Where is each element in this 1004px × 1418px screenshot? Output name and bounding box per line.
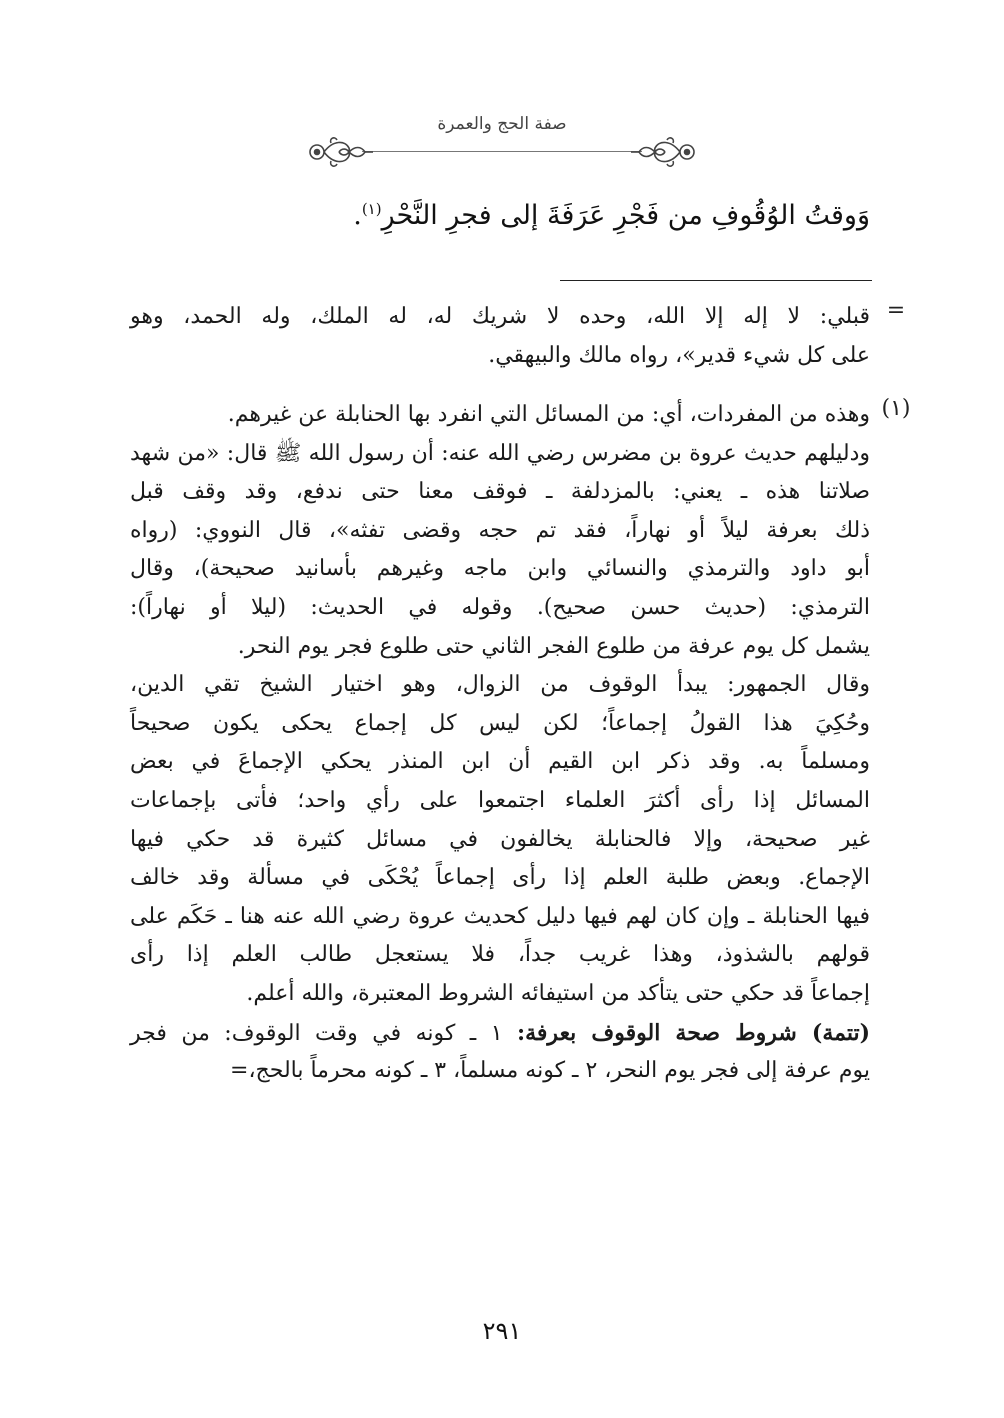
footnote-line: إجماعاً قد حكي حتى يتأكد من استيفائه الشروط المعتبرة، والله أعلم. <box>246 980 870 1006</box>
footnote-line: ذلك بعرفة ليلاً أو نهاراً، فقد تم حجه وقضى تفثه»، قال النووي: (رواه <box>130 517 870 543</box>
footnote-line: يشمل كل يوم عرفة من طلوع الفجر الثاني حتى طلوع فجر يوم النحر. <box>237 633 870 659</box>
footnote-line: صلاتنا هذه ـ يعني: بالمزدلفة ـ فوقف معنا حتى ندفع، وقد وقف قبل <box>130 479 870 505</box>
footnote-line: غير صحيحة، وإلا فالحنابلة يخالفون في مسائل كثيرة قد حكي فيها <box>130 826 870 852</box>
tatimma-heading: (تتمة) شروط صحة الوقوف بعرفة: <box>517 1019 870 1046</box>
footnote-line: وهذه من المفردات، أي: من المسائل التي انفرد بها الحنابلة عن غيرهم. <box>227 402 870 427</box>
running-header <box>0 108 1004 178</box>
footnote-line: أبو داود والترمذي والنسائي وابن ماجه وغيرهم بأسانيد صحيحة)، وقال <box>130 556 870 582</box>
footnote-line: وحُكِيَ هذا القولُ إجماعاً؛ لكن ليس كل إجماع يحكى يكون صحيحاً <box>130 710 870 736</box>
running-header-title: صفة الحج والعمرة <box>437 114 567 134</box>
matn-line <box>130 190 870 250</box>
footnote-line: ودليلهم حديث عروة بن مضرس رضي الله عنه: أن رسول الله ﷺ قال: «من شهد <box>130 440 870 466</box>
header-rule <box>362 151 642 152</box>
footnote-line: قولهم بالشذوذ، وهذا غريب جداً، فلا يستعجل طالب العلم إذا رأى <box>130 942 870 968</box>
footnote-line: وقال الجمهور: يبدأ الوقوف من الزوال، وهو اختيار الشيخ تقي الدين، <box>130 672 870 698</box>
footnote-line: فيها الحنابلة ـ وإن كان لهم فيها دليل كحديث عروة رضي الله عنه هنا ـ حَكَم على <box>130 903 870 929</box>
footnote-line: يوم عرفة إلى فجر يوم النحر، ٢ ـ كونه مسلماً، ٣ ـ كونه محرماً بالحج،= <box>230 1058 870 1084</box>
tatimma-line <box>130 1014 870 1053</box>
continuation-marker: = <box>886 298 906 323</box>
footnote-continuation <box>130 298 906 375</box>
footnote-line: على كل شيء قدير»، رواه مالك والبيهقي. <box>488 342 870 368</box>
footnote-line: قبلي: لا إله إلا الله، وحده لا شريك له، له الملك، وله الحمد، وهو <box>130 304 870 329</box>
ornament-left-icon <box>305 134 375 170</box>
footnote-line: ومسلماً به. وقد ذكر ابن القيم أن ابن المنذر يحكي الإجماعَ في بعض <box>130 749 870 775</box>
matn-text: وَوقتُ الوُقُوفِ من فَجْرِ عَرَفَةَ إلى فجرِ النَّحْرِ <box>381 200 870 231</box>
footnote-line: الترمذي: (حديث حسن صحيح). وقوله في الحديث: (ليلا أو نهاراً): <box>130 594 870 620</box>
footnote-separator <box>560 280 872 281</box>
footnote-1 <box>130 396 911 1091</box>
footnote-reference: (١) <box>361 200 382 218</box>
matn-end: . <box>353 200 362 231</box>
ornament-right-icon <box>629 134 699 170</box>
footnote-line: المسائل إذا رأى أكثرَ العلماء اجتمعوا على رأي واحد؛ فأتى بإجماعات <box>130 787 870 813</box>
footnote-1-marker: (١) <box>881 396 911 421</box>
tatimma-text: ١ ـ كونه في وقت الوقوف: من فجر <box>130 1020 517 1046</box>
page-number: ٢٩١ <box>482 1317 522 1345</box>
footnote-line: الإجماع. وبعض طلبة العلم إذا رأى إجماعاً يُحْكَى في مسألة وقد خالف <box>130 865 870 891</box>
